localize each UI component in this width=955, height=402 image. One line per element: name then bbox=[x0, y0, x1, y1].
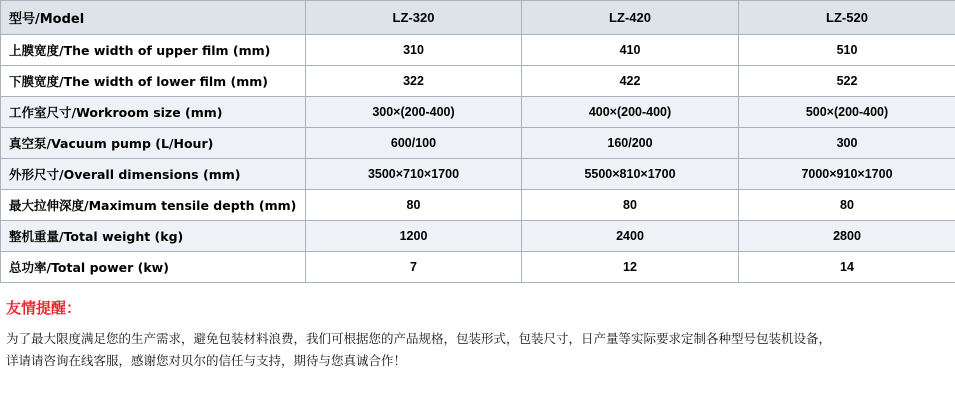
row-value: 322 bbox=[306, 66, 522, 97]
row-value: 2400 bbox=[522, 221, 739, 252]
row-label: 总功率/Total power (kw) bbox=[1, 252, 306, 283]
column-header-model: 型号/Model bbox=[1, 1, 306, 35]
row-value: 500×(200-400) bbox=[739, 97, 955, 128]
row-value: 2800 bbox=[739, 221, 955, 252]
notice-line: 为了最大限度满足您的生产需求，避免包装材料浪费，我们可根据您的产品规格，包装形式，包装尺寸，日产量等实际要求定制各种型号包装机设备， bbox=[6, 331, 832, 346]
row-value: 80 bbox=[522, 190, 739, 221]
row-value: 510 bbox=[739, 35, 955, 66]
table-row bbox=[1, 97, 955, 128]
row-label: 整机重量/Total weight (kg) bbox=[1, 221, 306, 252]
row-value: 7 bbox=[306, 252, 522, 283]
row-value: 400×(200-400) bbox=[522, 97, 739, 128]
table-row bbox=[1, 190, 955, 221]
row-value: 80 bbox=[306, 190, 522, 221]
table-header-row bbox=[1, 1, 955, 35]
row-value: 300×(200-400) bbox=[306, 97, 522, 128]
notice-block bbox=[0, 283, 955, 372]
row-value: 160/200 bbox=[522, 128, 739, 159]
row-label: 工作室尺寸/Workroom size (mm) bbox=[1, 97, 306, 128]
row-label: 最大拉伸深度/Maximum tensile depth (mm) bbox=[1, 190, 306, 221]
table-row bbox=[1, 221, 955, 252]
table-row bbox=[1, 252, 955, 283]
row-value: 600/100 bbox=[306, 128, 522, 159]
row-value: 3500×710×1700 bbox=[306, 159, 522, 190]
table-row bbox=[1, 128, 955, 159]
row-value: 300 bbox=[739, 128, 955, 159]
row-value: 14 bbox=[739, 252, 955, 283]
column-header-lz420: LZ-420 bbox=[522, 1, 739, 35]
notice-title: 友情提醒： bbox=[6, 299, 82, 317]
row-value: 522 bbox=[739, 66, 955, 97]
column-header-lz320: LZ-320 bbox=[306, 1, 522, 35]
row-label: 下膜宽度/The width of lower film (mm) bbox=[1, 66, 306, 97]
row-label: 外形尺寸/Overall dimensions (mm) bbox=[1, 159, 306, 190]
notice-line: 详请请咨询在线客服，感谢您对贝尔的信任与支持，期待与您真诚合作！ bbox=[6, 353, 407, 368]
row-value: 80 bbox=[739, 190, 955, 221]
row-value: 5500×810×1700 bbox=[522, 159, 739, 190]
row-label: 上膜宽度/The width of upper film (mm) bbox=[1, 35, 306, 66]
row-value: 1200 bbox=[306, 221, 522, 252]
row-value: 7000×910×1700 bbox=[739, 159, 955, 190]
table-row bbox=[1, 35, 955, 66]
row-value: 422 bbox=[522, 66, 739, 97]
row-value: 410 bbox=[522, 35, 739, 66]
row-value: 12 bbox=[522, 252, 739, 283]
row-value: 310 bbox=[306, 35, 522, 66]
row-label: 真空泵/Vacuum pump (L/Hour) bbox=[1, 128, 306, 159]
table-row bbox=[1, 159, 955, 190]
table-row bbox=[1, 66, 955, 97]
column-header-lz520: LZ-520 bbox=[739, 1, 955, 35]
